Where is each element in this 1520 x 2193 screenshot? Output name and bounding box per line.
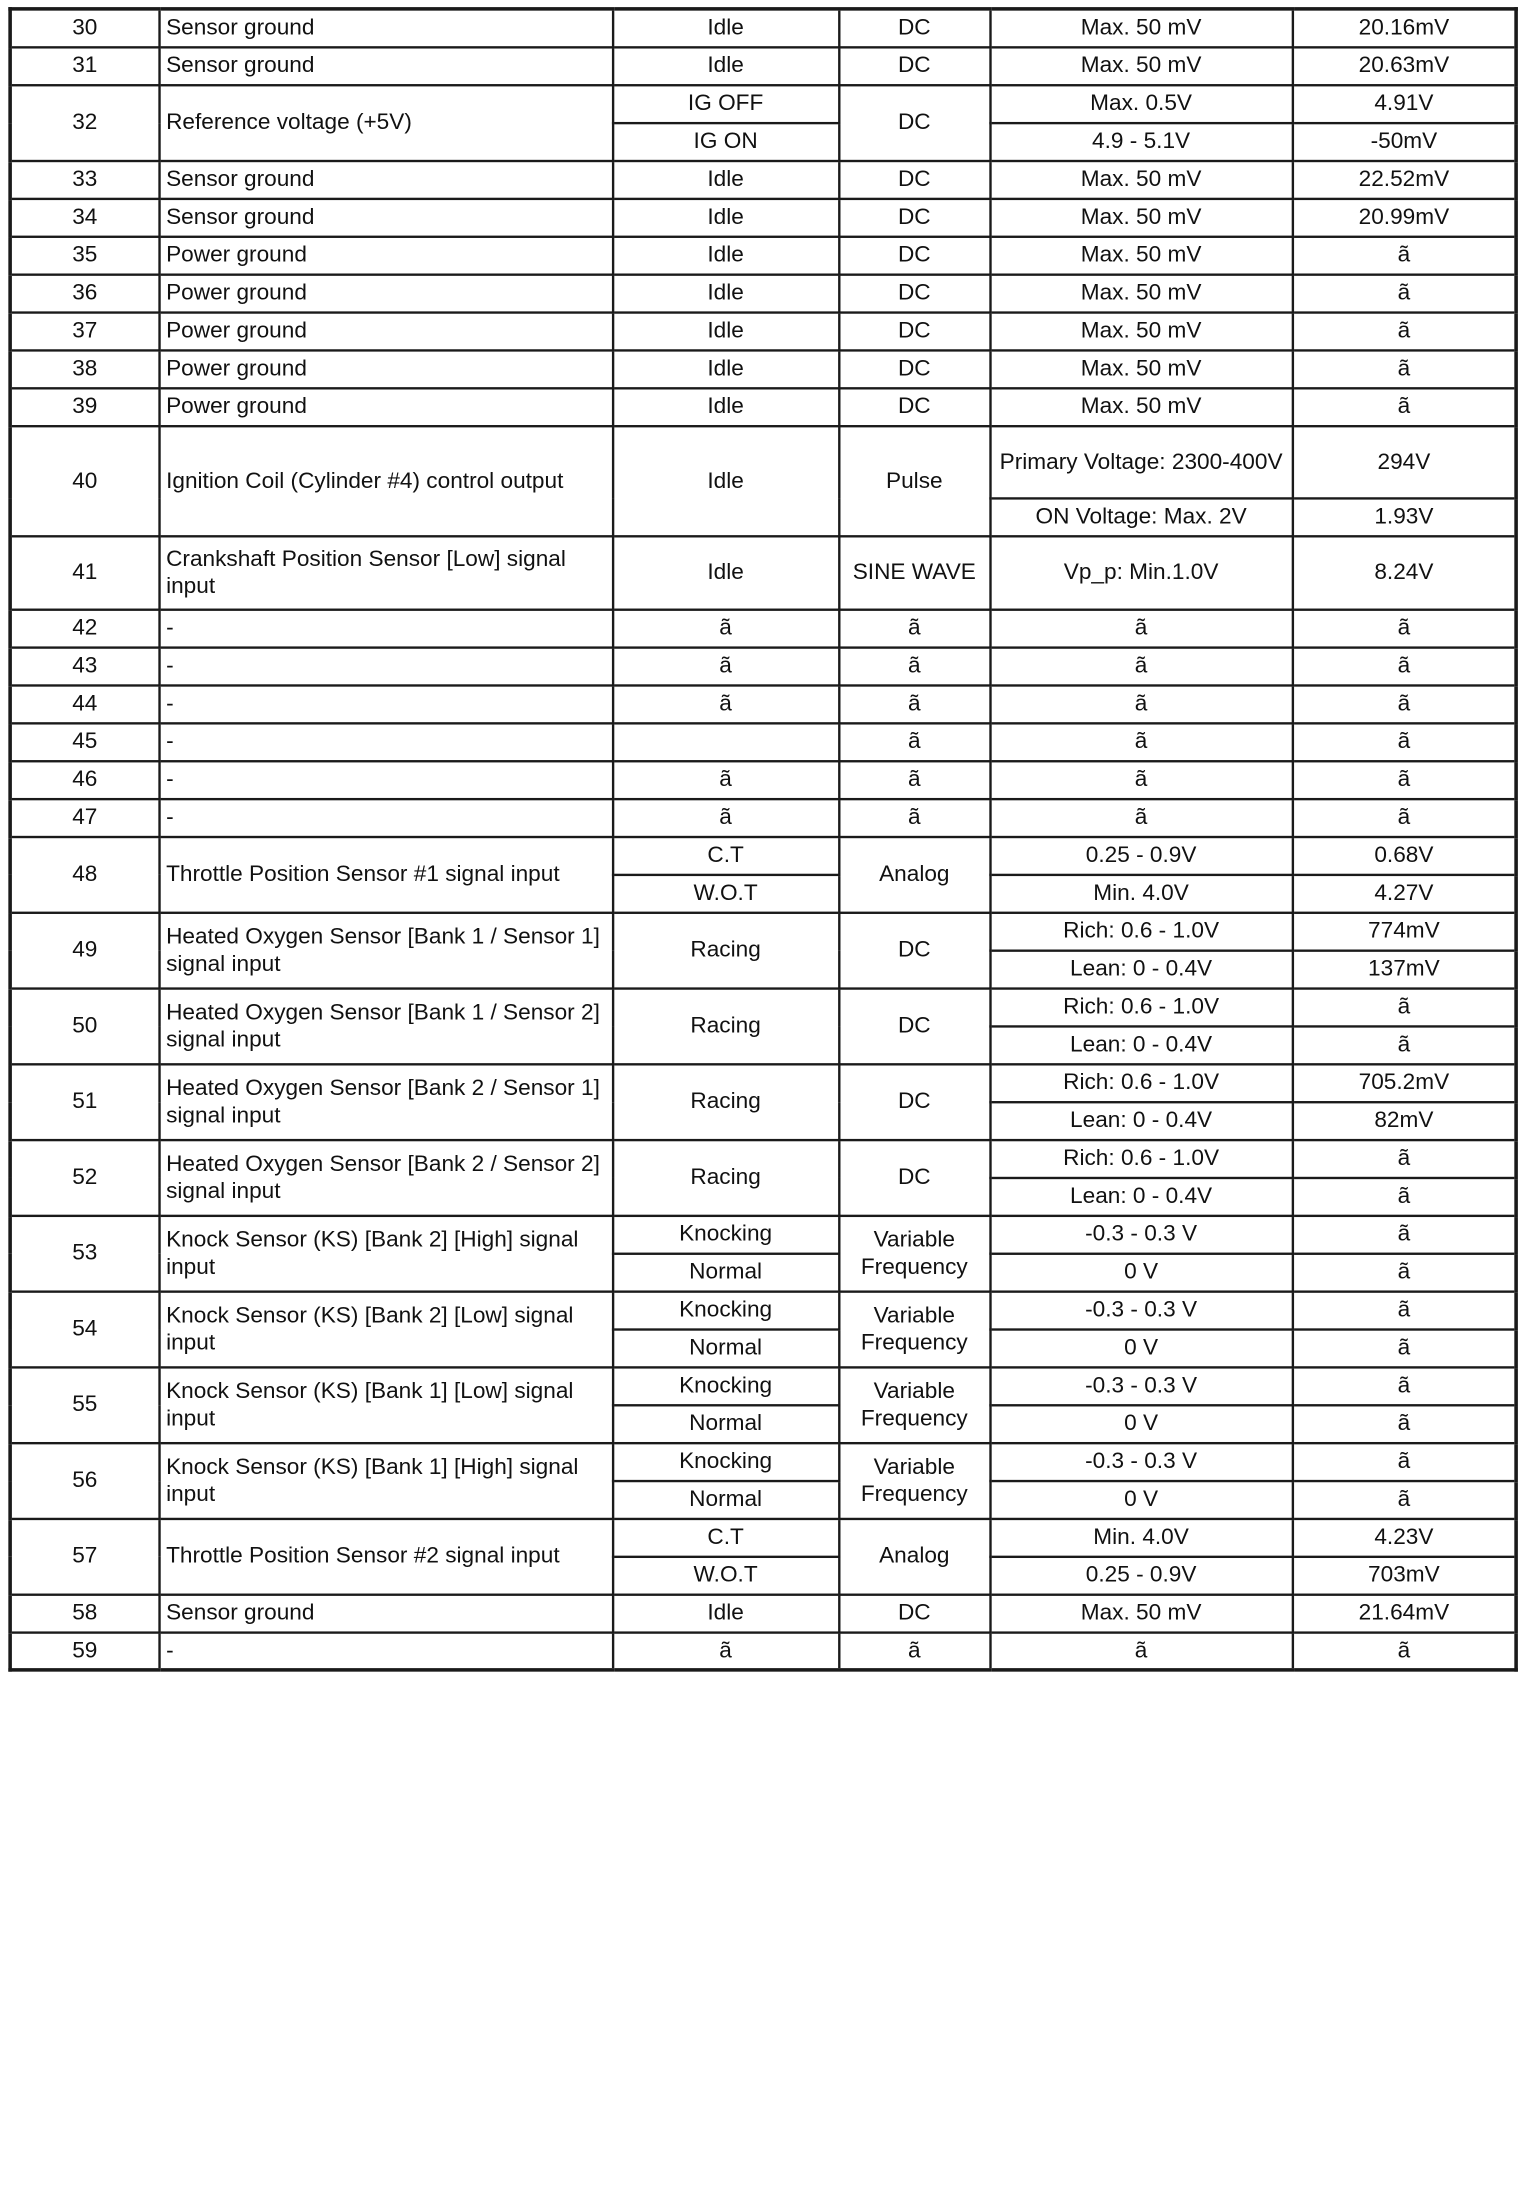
signal-type-cell: DC (839, 1594, 990, 1632)
table-row (10, 647, 1516, 685)
signal-type-cell: ã (839, 723, 990, 761)
signal-type-cell: DC (839, 912, 990, 988)
description-cell: Heated Oxygen Sensor [Bank 2 / Sensor 2] signal input (159, 1140, 613, 1216)
measured-value-cell: ã (1292, 1443, 1516, 1481)
measured-value-cell: ã (1292, 388, 1516, 426)
table-row (10, 160, 1516, 198)
table-row (10, 761, 1516, 799)
specification-cell: 0.25 - 0.9V (990, 1556, 1292, 1594)
signal-type-cell: ã (839, 761, 990, 799)
description-cell: Power ground (159, 274, 613, 312)
signal-type-cell: ã (839, 1632, 990, 1670)
signal-type-cell: ã (839, 647, 990, 685)
specification-cell: Max. 50 mV (990, 236, 1292, 274)
measured-value-cell: 0.68V (1292, 836, 1516, 874)
pin-number-cell: 41 (10, 536, 159, 609)
condition-cell: IG ON (613, 123, 839, 161)
pin-number-cell: 55 (10, 1367, 159, 1443)
table-row (10, 609, 1516, 647)
condition-cell: Idle (613, 1594, 839, 1632)
measured-value-cell: 294V (1292, 426, 1516, 498)
measured-value-cell: -50mV (1292, 123, 1516, 161)
specification-cell: ã (990, 609, 1292, 647)
specification-cell: 0 V (990, 1405, 1292, 1443)
specification-cell: 0 V (990, 1253, 1292, 1291)
description-cell: Knock Sensor (KS) [Bank 2] [High] signal input (159, 1215, 613, 1291)
pin-number-cell: 51 (10, 1064, 159, 1140)
description-cell: Ignition Coil (Cylinder #4) control output (159, 426, 613, 536)
table-row (10, 912, 1516, 950)
measured-value-cell: ã (1292, 312, 1516, 350)
description-cell: - (159, 723, 613, 761)
table-body (10, 9, 1516, 1670)
table-row (10, 1367, 1516, 1405)
measured-value-cell: 703mV (1292, 1556, 1516, 1594)
condition-cell: Normal (613, 1329, 839, 1367)
condition-cell: Idle (613, 9, 839, 47)
specification-cell: -0.3 - 0.3 V (990, 1367, 1292, 1405)
table-row (10, 1215, 1516, 1253)
condition-cell: Racing (613, 1140, 839, 1216)
pin-number-cell: 30 (10, 9, 159, 47)
description-cell: Sensor ground (159, 9, 613, 47)
condition-cell: Idle (613, 160, 839, 198)
table-row (10, 1632, 1516, 1670)
table-row (10, 198, 1516, 236)
condition-cell: ã (613, 799, 839, 837)
specification-cell: ã (990, 799, 1292, 837)
description-cell: - (159, 761, 613, 799)
description-cell: Sensor ground (159, 1594, 613, 1632)
description-cell: Knock Sensor (KS) [Bank 1] [Low] signal input (159, 1367, 613, 1443)
pin-number-cell: 37 (10, 312, 159, 350)
measured-value-cell: ã (1292, 1177, 1516, 1215)
specification-cell: ON Voltage: Max. 2V (990, 498, 1292, 536)
pin-number-cell: 34 (10, 198, 159, 236)
signal-type-cell: DC (839, 350, 990, 388)
pin-number-cell: 31 (10, 47, 159, 85)
measured-value-cell: ã (1292, 799, 1516, 837)
condition-cell: Racing (613, 988, 839, 1064)
condition-cell: Knocking (613, 1215, 839, 1253)
specification-cell: Max. 50 mV (990, 9, 1292, 47)
signal-type-cell: DC (839, 85, 990, 161)
measured-value-cell: ã (1292, 1215, 1516, 1253)
measured-value-cell: ã (1292, 274, 1516, 312)
table-row (10, 9, 1516, 47)
pin-number-cell: 58 (10, 1594, 159, 1632)
specification-cell: Max. 50 mV (990, 274, 1292, 312)
condition-cell: Idle (613, 426, 839, 536)
condition-cell: W.O.T (613, 874, 839, 912)
description-cell: Heated Oxygen Sensor [Bank 1 / Sensor 1] signal input (159, 912, 613, 988)
table-row (10, 47, 1516, 85)
description-cell: Power ground (159, 388, 613, 426)
description-cell: Throttle Position Sensor #1 signal input (159, 836, 613, 912)
signal-type-cell: Pulse (839, 426, 990, 536)
signal-type-cell: DC (839, 988, 990, 1064)
pin-number-cell: 38 (10, 350, 159, 388)
measured-value-cell: ã (1292, 1329, 1516, 1367)
specification-cell: -0.3 - 0.3 V (990, 1291, 1292, 1329)
measured-value-cell: 20.16mV (1292, 9, 1516, 47)
description-cell: Throttle Position Sensor #2 signal input (159, 1518, 613, 1594)
specification-cell: Lean: 0 - 0.4V (990, 1177, 1292, 1215)
signal-type-cell: DC (839, 236, 990, 274)
measured-value-cell: ã (1292, 647, 1516, 685)
condition-cell: ã (613, 1632, 839, 1670)
specification-cell: Max. 50 mV (990, 47, 1292, 85)
table-row (10, 1291, 1516, 1329)
table-row (10, 1518, 1516, 1556)
signal-type-cell: DC (839, 1064, 990, 1140)
specification-cell: ã (990, 647, 1292, 685)
description-cell: - (159, 609, 613, 647)
table-row (10, 236, 1516, 274)
condition-cell: Normal (613, 1253, 839, 1291)
specification-cell: Rich: 0.6 - 1.0V (990, 912, 1292, 950)
specification-cell: Min. 4.0V (990, 1518, 1292, 1556)
measured-value-cell: ã (1292, 1253, 1516, 1291)
condition-cell: ã (613, 647, 839, 685)
signal-type-cell: DC (839, 1140, 990, 1216)
pin-number-cell: 48 (10, 836, 159, 912)
measured-value-cell: 4.27V (1292, 874, 1516, 912)
specification-cell: Max. 50 mV (990, 312, 1292, 350)
signal-type-cell: DC (839, 388, 990, 426)
signal-type-cell: DC (839, 9, 990, 47)
table-row (10, 1594, 1516, 1632)
table-row (10, 350, 1516, 388)
pin-number-cell: 35 (10, 236, 159, 274)
description-cell: Knock Sensor (KS) [Bank 2] [Low] signal input (159, 1291, 613, 1367)
description-cell: Power ground (159, 312, 613, 350)
condition-cell: Idle (613, 47, 839, 85)
signal-type-cell: DC (839, 47, 990, 85)
specification-cell: Primary Voltage: 2300-400V (990, 426, 1292, 498)
measured-value-cell: ã (1292, 1291, 1516, 1329)
measured-value-cell: 774mV (1292, 912, 1516, 950)
pin-number-cell: 49 (10, 912, 159, 988)
measured-value-cell: ã (1292, 1367, 1516, 1405)
pin-specification-table (8, 7, 1518, 1672)
table-row (10, 988, 1516, 1026)
pin-number-cell: 56 (10, 1443, 159, 1519)
signal-type-cell: ã (839, 609, 990, 647)
description-cell: Crankshaft Position Sensor [Low] signal input (159, 536, 613, 609)
table-row (10, 388, 1516, 426)
pin-number-cell: 44 (10, 685, 159, 723)
measured-value-cell: 1.93V (1292, 498, 1516, 536)
specification-cell: Rich: 0.6 - 1.0V (990, 1064, 1292, 1102)
specification-cell: 4.9 - 5.1V (990, 123, 1292, 161)
condition-cell: Idle (613, 536, 839, 609)
condition-cell: Knocking (613, 1443, 839, 1481)
measured-value-cell: 4.91V (1292, 85, 1516, 123)
pin-number-cell: 39 (10, 388, 159, 426)
pin-number-cell: 57 (10, 1518, 159, 1594)
measured-value-cell: 21.64mV (1292, 1594, 1516, 1632)
table-row (10, 274, 1516, 312)
pin-number-cell: 32 (10, 85, 159, 161)
signal-type-cell: Variable Frequency (839, 1291, 990, 1367)
specification-cell: Lean: 0 - 0.4V (990, 1026, 1292, 1064)
condition-cell: Idle (613, 198, 839, 236)
condition-cell: Racing (613, 912, 839, 988)
description-cell: Sensor ground (159, 198, 613, 236)
condition-cell: ã (613, 685, 839, 723)
pin-number-cell: 36 (10, 274, 159, 312)
table-row (10, 1064, 1516, 1102)
measured-value-cell: ã (1292, 988, 1516, 1026)
description-cell: Sensor ground (159, 47, 613, 85)
description-cell: Heated Oxygen Sensor [Bank 2 / Sensor 1] signal input (159, 1064, 613, 1140)
pin-number-cell: 53 (10, 1215, 159, 1291)
description-cell: - (159, 647, 613, 685)
pin-number-cell: 43 (10, 647, 159, 685)
table-row (10, 685, 1516, 723)
description-cell: - (159, 685, 613, 723)
specification-cell: Max. 50 mV (990, 1594, 1292, 1632)
specification-cell: 0 V (990, 1329, 1292, 1367)
condition-cell: Idle (613, 236, 839, 274)
table-row (10, 1140, 1516, 1178)
pin-number-cell: 54 (10, 1291, 159, 1367)
description-cell: Knock Sensor (KS) [Bank 1] [High] signal input (159, 1443, 613, 1519)
measured-value-cell: ã (1292, 761, 1516, 799)
table-row (10, 312, 1516, 350)
table-row (10, 536, 1516, 609)
measured-value-cell: ã (1292, 1405, 1516, 1443)
condition-cell: Idle (613, 350, 839, 388)
measured-value-cell: 20.99mV (1292, 198, 1516, 236)
description-cell: - (159, 799, 613, 837)
pin-number-cell: 47 (10, 799, 159, 837)
signal-type-cell: Variable Frequency (839, 1443, 990, 1519)
signal-type-cell: DC (839, 160, 990, 198)
signal-type-cell: DC (839, 198, 990, 236)
measured-value-cell: ã (1292, 1026, 1516, 1064)
condition-cell: Idle (613, 274, 839, 312)
pin-number-cell: 46 (10, 761, 159, 799)
specification-cell: Lean: 0 - 0.4V (990, 1102, 1292, 1140)
specification-cell: Max. 50 mV (990, 388, 1292, 426)
measured-value-cell: ã (1292, 1632, 1516, 1670)
measured-value-cell: ã (1292, 685, 1516, 723)
specification-cell: ã (990, 685, 1292, 723)
condition-cell: Idle (613, 312, 839, 350)
measured-value-cell: 22.52mV (1292, 160, 1516, 198)
pin-number-cell: 40 (10, 426, 159, 536)
specification-cell: ã (990, 1632, 1292, 1670)
signal-type-cell: Variable Frequency (839, 1367, 990, 1443)
specification-cell: Vp_p: Min.1.0V (990, 536, 1292, 609)
signal-type-cell: Analog (839, 1518, 990, 1594)
pin-number-cell: 59 (10, 1632, 159, 1670)
specification-cell: Min. 4.0V (990, 874, 1292, 912)
condition-cell: W.O.T (613, 1556, 839, 1594)
signal-type-cell: ã (839, 685, 990, 723)
specification-cell: 0 V (990, 1480, 1292, 1518)
measured-value-cell: 8.24V (1292, 536, 1516, 609)
condition-cell (613, 723, 839, 761)
specification-cell: ã (990, 761, 1292, 799)
description-cell: - (159, 1632, 613, 1670)
specification-cell: -0.3 - 0.3 V (990, 1443, 1292, 1481)
measured-value-cell: ã (1292, 236, 1516, 274)
signal-type-cell: DC (839, 274, 990, 312)
condition-cell: ã (613, 761, 839, 799)
condition-cell: C.T (613, 836, 839, 874)
specification-cell: -0.3 - 0.3 V (990, 1215, 1292, 1253)
pin-number-cell: 33 (10, 160, 159, 198)
condition-cell: Idle (613, 388, 839, 426)
description-cell: Sensor ground (159, 160, 613, 198)
table-row (10, 836, 1516, 874)
condition-cell: IG OFF (613, 85, 839, 123)
measured-value-cell: 137mV (1292, 950, 1516, 988)
measured-value-cell: ã (1292, 1480, 1516, 1518)
pin-number-cell: 42 (10, 609, 159, 647)
pin-number-cell: 45 (10, 723, 159, 761)
signal-type-cell: ã (839, 799, 990, 837)
signal-type-cell: DC (839, 312, 990, 350)
condition-cell: C.T (613, 1518, 839, 1556)
specification-cell: Max. 50 mV (990, 160, 1292, 198)
measured-value-cell: ã (1292, 609, 1516, 647)
measured-value-cell: ã (1292, 723, 1516, 761)
table-row (10, 1443, 1516, 1481)
specification-cell: Rich: 0.6 - 1.0V (990, 988, 1292, 1026)
description-cell: Power ground (159, 236, 613, 274)
condition-cell: Normal (613, 1480, 839, 1518)
pin-number-cell: 52 (10, 1140, 159, 1216)
specification-cell: Lean: 0 - 0.4V (990, 950, 1292, 988)
condition-cell: Knocking (613, 1291, 839, 1329)
signal-type-cell: Analog (839, 836, 990, 912)
description-cell: Heated Oxygen Sensor [Bank 1 / Sensor 2] signal input (159, 988, 613, 1064)
condition-cell: ã (613, 609, 839, 647)
specification-cell: Rich: 0.6 - 1.0V (990, 1140, 1292, 1178)
table-row (10, 85, 1516, 123)
table-row (10, 799, 1516, 837)
table-row (10, 426, 1516, 498)
specification-cell: 0.25 - 0.9V (990, 836, 1292, 874)
description-cell: Reference voltage (+5V) (159, 85, 613, 161)
condition-cell: Racing (613, 1064, 839, 1140)
measured-value-cell: 82mV (1292, 1102, 1516, 1140)
specification-cell: Max. 50 mV (990, 198, 1292, 236)
measured-value-cell: ã (1292, 1140, 1516, 1178)
specification-cell: Max. 0.5V (990, 85, 1292, 123)
measured-value-cell: 20.63mV (1292, 47, 1516, 85)
condition-cell: Normal (613, 1405, 839, 1443)
condition-cell: Knocking (613, 1367, 839, 1405)
description-cell: Power ground (159, 350, 613, 388)
signal-type-cell: SINE WAVE (839, 536, 990, 609)
specification-cell: Max. 50 mV (990, 350, 1292, 388)
signal-type-cell: Variable Frequency (839, 1215, 990, 1291)
measured-value-cell: 705.2mV (1292, 1064, 1516, 1102)
specification-cell: ã (990, 723, 1292, 761)
table-row (10, 723, 1516, 761)
pin-number-cell: 50 (10, 988, 159, 1064)
measured-value-cell: 4.23V (1292, 1518, 1516, 1556)
measured-value-cell: ã (1292, 350, 1516, 388)
